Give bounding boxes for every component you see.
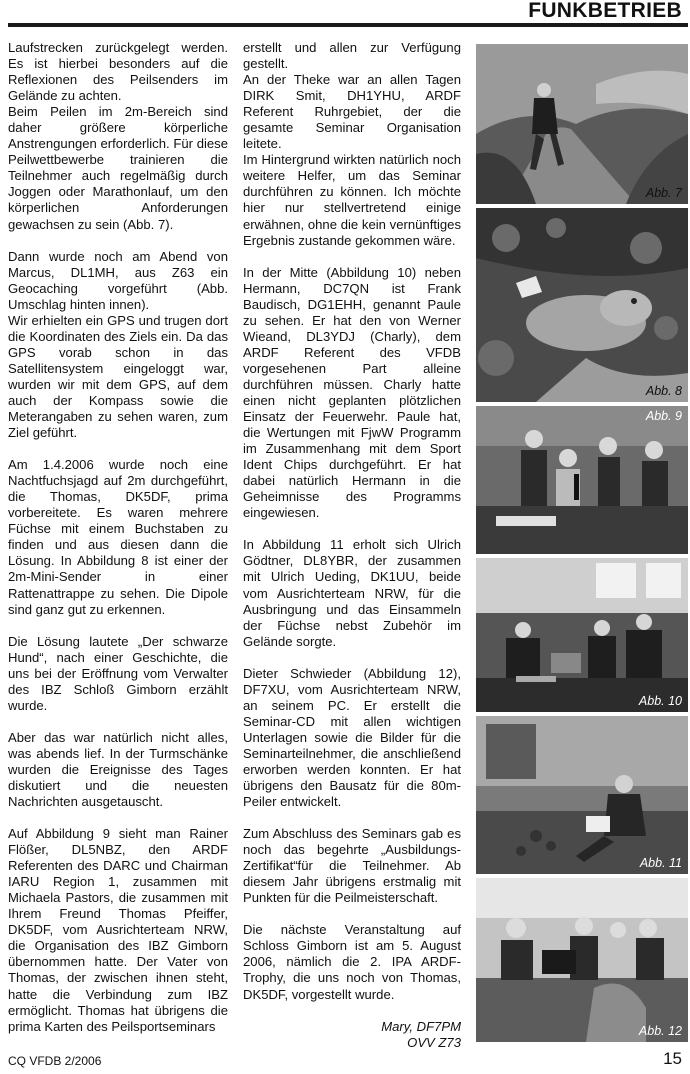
photo-man-at-pc xyxy=(476,878,688,1042)
photo-runner xyxy=(476,44,688,204)
paragraph: erstellt und allen zur Verfügung gestellt. An der Theke war an allen Tagen DIRK Smit, DH1YHU, ARDF Referent Ruhrgebiet, der die gesamte Seminar Organisation leitete. Im Hintergrund wirkten natürlich noch weitere Helfer, um das Seminar durchführen zu können. Ich möchte hier nur stellvertretend einige erwähnen, ohne die kein vernünftiges Ergebnis zustande gekommen wäre. xyxy=(243,40,461,248)
photo-seminar-room xyxy=(476,558,688,712)
text-column-left xyxy=(8,40,228,1035)
paragraph: Auf Abbildung 9 sieht man Rainer Flößer, DL5NBZ, den ARDF Referenten des DARC und Chairman IARU Region 1, zusammen mit Michaela Pastors, die zusammen mit Ihrem Freund Thomas Pfeiffer, DK5DF, vom Ausrichterteam NRW, die Organisation des IBZ Gimborn übernommen hatte. Der Vater von Thomas, der zwischen ihnen steht, hatte die Verbindung zum IBZ ermöglicht. Thomas hat übrigens die prima Karten des Peilsportseminars xyxy=(8,826,228,1034)
signature-ovv: OVV Z73 xyxy=(407,1034,461,1050)
publication-info: CQ VFDB 2/2006 xyxy=(8,1054,102,1068)
paragraph: In Abbildung 11 erholt sich Ulrich Gödtner, DL8YBR, der zusammen mit Ulrich Ueding, DK1UU, beide vom Ausrichterteam NRW, für die Ausbringung und das Einsammeln der Füchse nebst Zubehör im Gelände sorgte. xyxy=(243,537,461,649)
paragraph: Laufstrecken zurückgelegt werden. Es ist hierbei besonders auf die Reflexionen des Peilsenders im Gelände zu achten. Beim Peilen im 2m-Bereich sind daher größere körperliche Anstrengungen erforderlich. Für diese Peilwettbewerbe trainieren die Teilnehmer auch regelmäßig durch Joggen oder Marathonlauf, um den körperlichen Anforderungen gewachsen zu sein (Abb. 7). xyxy=(8,40,228,232)
paragraph: Die Lösung lautete „Der schwarze Hund“, nach einer Geschichte, die uns bei der Eröffnung vom Verwalter des IBZ Schloß Gimborn erzählt wurde. xyxy=(8,633,228,713)
text-column-middle xyxy=(243,40,461,1051)
header-rule xyxy=(8,23,688,27)
signature-name: Mary, DF7PM xyxy=(381,1018,461,1034)
paragraph: Am 1.4.2006 wurde noch eine Nachtfuchsjagd auf 2m durchgeführt, die Thomas, DK5DF, prima vorbereitete. Es waren mehrere Füchse mit einem Buchstaben zu finden und aus diesen dann die Lösung. In Abbildung 8 ist einer der 2m-Mini-Sender in einer Rattenattrappe zu sehen. Die Dipole sind ganz gut zu erkennen. xyxy=(8,457,228,617)
paragraph: Aber das war natürlich nicht alles, was abends lief. In der Turmschänke wurden die Ereignisse des Tages diskutiert und die neuesten Nachrichten ausgetauscht. xyxy=(8,729,228,810)
figure-caption: Abb. 9 xyxy=(645,409,682,423)
figure-caption: Abb. 11 xyxy=(639,856,682,870)
paragraph: Die nächste Veranstaltung auf Schloss Gimborn ist am 5. August 2006, nämlich die 2. IPA ARDF-Trophy, die uns noch von Thomas, DK5DF, vorgestellt wurde. xyxy=(243,922,461,1002)
author-signature xyxy=(243,1019,461,1051)
figure-caption: Abb. 10 xyxy=(638,694,682,708)
paragraph: Dieter Schwieder (Abbildung 12), DF7XU, vom Ausrichterteam NRW, an seinem PC. Er erstellt die Seminar-CD mit allen wichtigen Unterlagen sowie die Bilder für die Seminarteilnehmer, die anschließend erworben werden konnten. Er hat übrigens den Bausatz für die 80m-Peiler entwickelt. xyxy=(243,665,461,810)
section-title: FUNKBETRIEB xyxy=(528,0,682,22)
photo-rat-decoy xyxy=(476,208,688,402)
paragraph: In der Mitte (Abbildung 10) neben Hermann, DC7QN ist Frank Baudisch, DG1EHH, genannt Paule zu sehen. Er hat den von Werner Wieand, DL3YDJ (Charly), dem ARDF Referent des VFDB vorgesehenen Part alleine durchführen müssen. Charly hatte einen nicht geplanten plötzlichen Einsatz der Feuerwehr. Paule hat, die Wertungen mit FjwW Programm im Zusammenhang mit dem Sport Ident Chips durchgeführt. Er hat dabei natürlich Hermann in die Geheimnisse des Programms eingewiesen. xyxy=(243,264,461,521)
photo-bar-group xyxy=(476,406,688,554)
figure-caption: Abb. 12 xyxy=(638,1024,682,1038)
figure-caption: Abb. 7 xyxy=(645,186,682,200)
paragraph: Zum Abschluss des Seminars gab es noch das begehrte „Ausbildungs-Zertifikat“für die Teilnehmer. Ab diesem Jahr übrigens erstmalig mit Punkten für die Peilmeisterschaft. xyxy=(243,826,461,906)
photo-resting-man xyxy=(476,716,688,874)
paragraph: Dann wurde noch am Abend von Marcus, DL1MH, aus Z63 ein Geocaching vorgeführt (Abb. Umschlag hinten innen). Wir erhielten ein GPS und trugen dort die Koordinaten des Ziels ein. Da das GPS vorab schon in das Satellitensystem eingeloggt war, wurden wir mit dem GPS, auf dem auch der Kompass sowie die Meterangaben zu sehen waren, zum Ziel geführt. xyxy=(8,248,228,441)
figure-caption: Abb. 8 xyxy=(645,384,682,398)
page-number: 15 xyxy=(663,1049,682,1068)
